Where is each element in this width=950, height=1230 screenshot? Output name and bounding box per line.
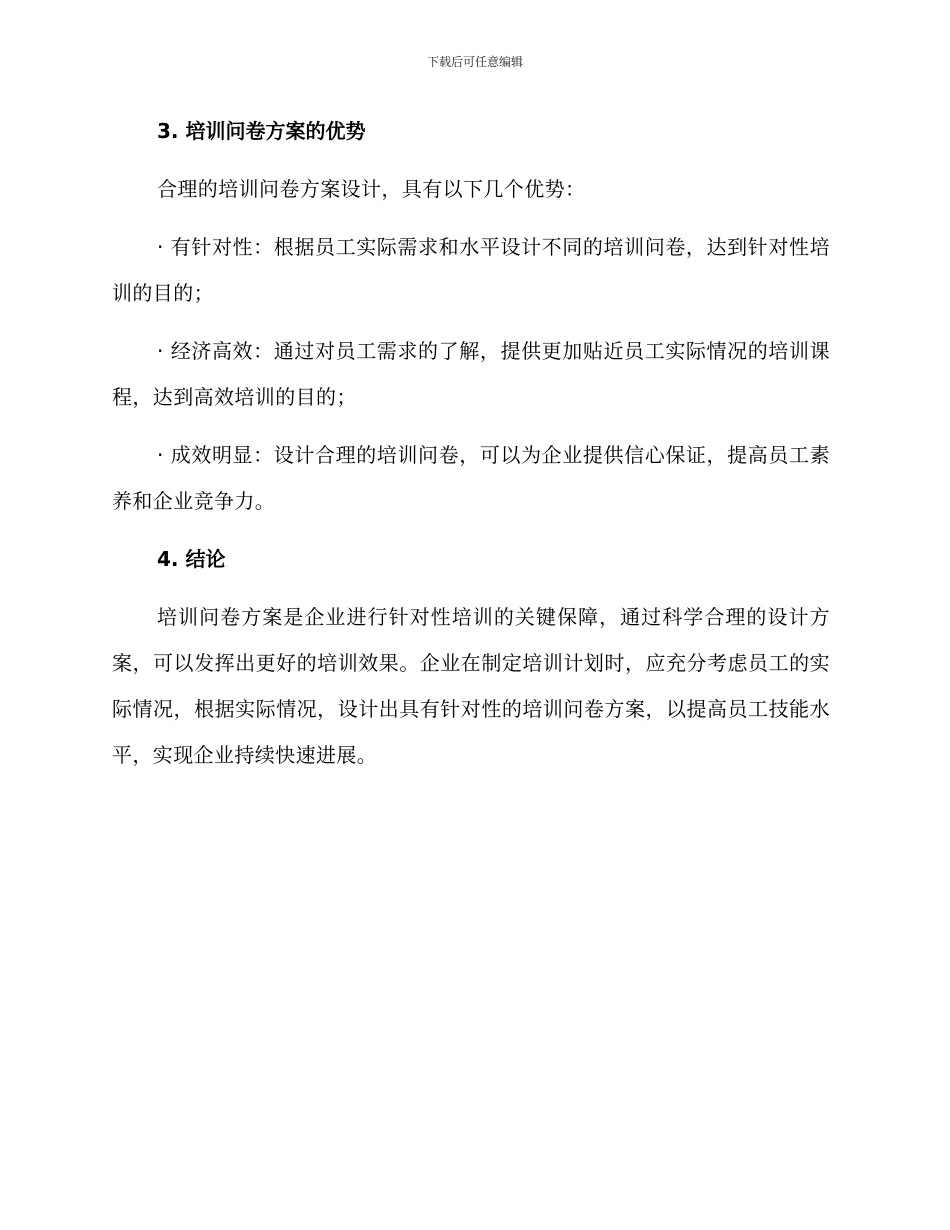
paragraph-conclusion: 培训问卷方案是企业进行针对性培训的关键保障，通过科学合理的设计方案，可以发挥出更好的培训效果。企业在制定培训计划时，应充分考虑员工的实际情况，根据实际情况，设计出具有针对性的培训问卷方案，以提高员工技能水平，实现企业持续快速进展。 (112, 605, 830, 767)
section-advantages (112, 108, 830, 524)
paragraph-intro: 合理的培训问卷方案设计，具有以下几个优势： (157, 177, 586, 201)
section-heading: 4. 结论 (157, 547, 226, 571)
bullet-effective: · 成效明显：设计合理的培训问卷，可以为企业提供信心保证，提高员工素养和企业竞争力。 (112, 443, 830, 513)
bullet-cost-effective: · 经济高效：通过对员工需求的了解，提供更加贴近员工实际情况的培训课程，达到高效培训的目的； (112, 339, 830, 409)
page-header: 下载后可任意编辑 (426, 55, 523, 69)
document-body (112, 108, 830, 778)
section-heading: 3. 培训问卷方案的优势 (157, 119, 366, 143)
section-conclusion (112, 536, 830, 778)
bullet-targeted: · 有针对性：根据员工实际需求和水平设计不同的培训问卷，达到针对性培训的目的； (112, 235, 830, 305)
